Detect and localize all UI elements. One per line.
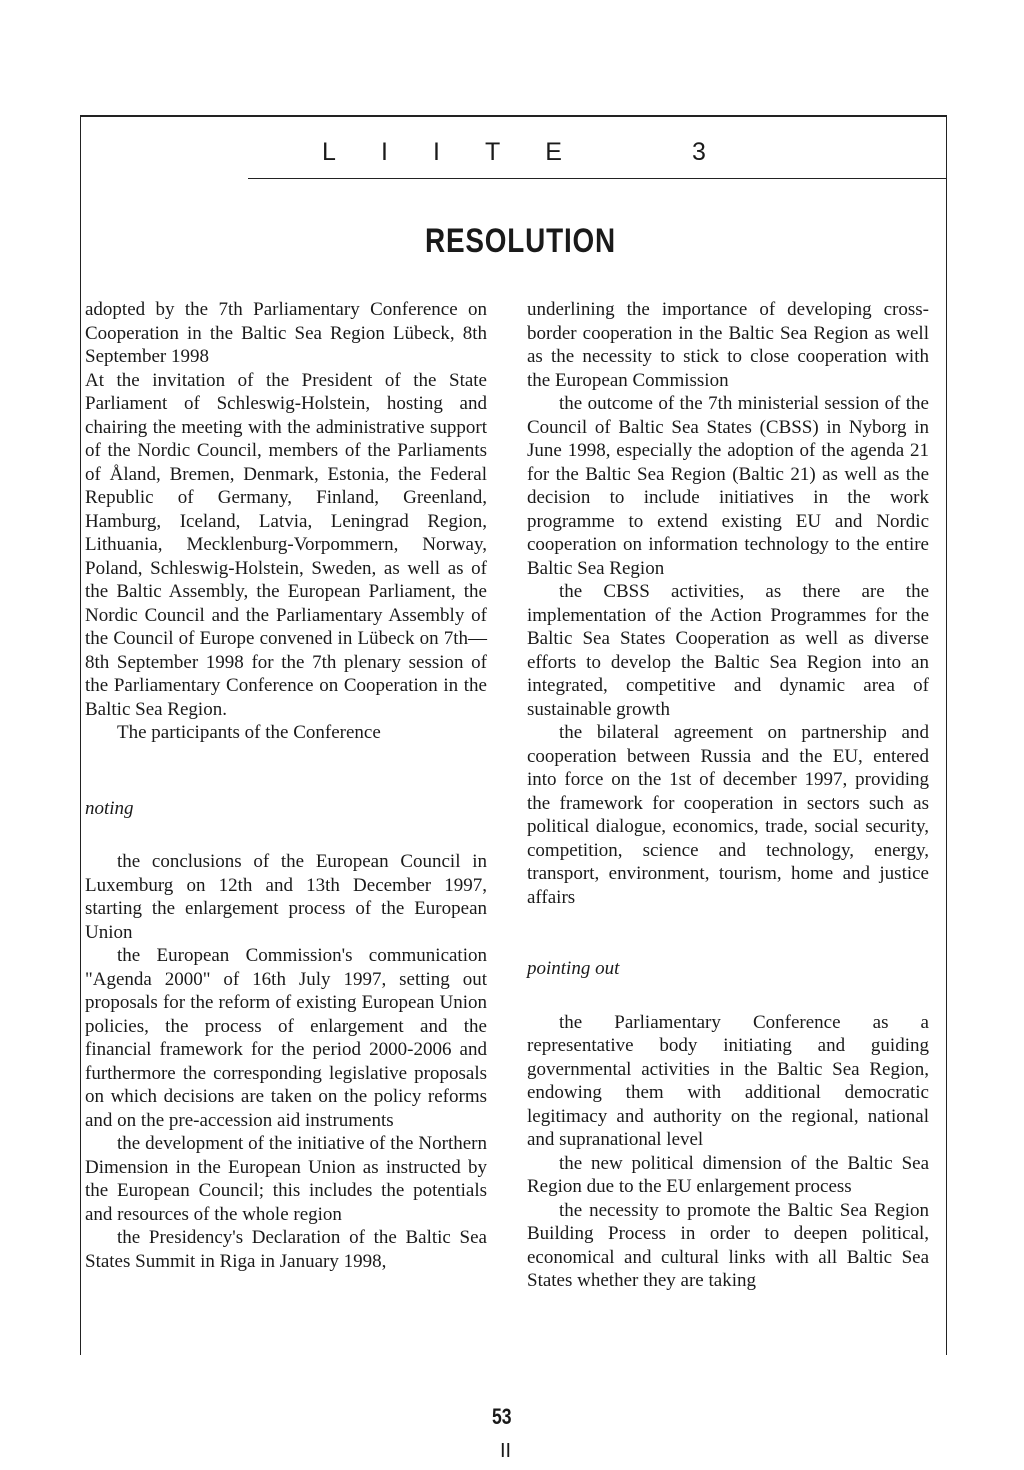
header-label <box>322 138 562 167</box>
list-item: the necessity to promote the Baltic Sea Region Building Process in order to deepen political, economical and cultural links with all Baltic Sea States whether they are taking <box>527 1199 929 1291</box>
list-item: the Presidency's Declaration of the Baltic Sea States Summit in Riga in January 1998, <box>85 1227 487 1272</box>
frame-right-border <box>946 115 947 1355</box>
noting-heading: noting <box>85 797 134 819</box>
header-number: 3 <box>692 138 706 166</box>
frame-left-border <box>80 115 81 1355</box>
list-item: underlining the importance of developing cross-border cooperation in the Baltic Sea Region as well as the necessity to stick to close cooperation with the European Commission <box>527 299 929 391</box>
header-letter: I <box>432 138 440 166</box>
list-item: the development of the initiative of the Northern Dimension in the European Union as instructed by the European Council; this includes the potentials and resources of the whole region <box>85 1133 487 1225</box>
pointing-out-heading: pointing out <box>527 958 620 979</box>
list-item: the outcome of the 7th ministerial session of the Council of Baltic Sea States (CBSS) in Nyborg in June 1998, especially the adoption of the agenda 21 for the Baltic Sea Region (Baltic 21) as well as the decision to include initiatives in the work programme to extend existing EU and Nordic cooperation on information technology to the entire Baltic Sea Region <box>527 393 929 579</box>
header-letter: I <box>380 138 388 166</box>
page-mark: II <box>500 1440 512 1462</box>
left-column <box>85 298 487 1273</box>
header-rule <box>248 178 946 179</box>
list-item: the conclusions of the European Council in Luxemburg on 12th and 13th December 1997, starting the enlargement process of the European Union <box>85 851 487 943</box>
right-column <box>527 298 929 1293</box>
list-item: the European Commission's communication "Agenda 2000" of 16th July 1997, setting out proposals for the reform of existing European Union policies, the process of enlargement and the financial framework for the period 2000-2006 and furthermore the corresponding legislative proposals on which decisions are taken on the policy reforms and on the pre-accession aid instruments <box>85 945 487 1131</box>
participants-line: The participants of the Conference <box>117 722 381 743</box>
header-letter: E <box>545 138 562 166</box>
list-item: the CBSS activities, as there are the implementation of the Action Programmes for the Baltic Sea States Cooperation as well as diverse efforts to develop the Baltic Sea Region into an integrated, competitive and dynamic area of sustainable growth <box>527 581 929 720</box>
list-item: the bilateral agreement on partnership and cooperation between Russia and the EU, entered into force on the 1st of december 1997, providing the framework for cooperation in sectors such as political dialogue, economics, trade, social security, competition, science and technology, energy, transport, environment, tourism, home and justice affairs <box>527 722 929 908</box>
list-item: the new political dimension of the Baltic Sea Region due to the EU enlargement process <box>527 1152 929 1197</box>
intro-paragraph: adopted by the 7th Parliamentary Conference on Cooperation in the Baltic Sea Region Lübeck, 8th September 1998 <box>85 299 487 367</box>
header-letter: T <box>484 138 501 166</box>
page-title: RESOLUTION <box>425 222 616 260</box>
page-number: 53 <box>492 1404 512 1429</box>
header-letter: L <box>322 138 336 166</box>
list-item: the Parliamentary Conference as a representative body initiating and guiding governmental activities in the Baltic Sea Region, endowing them with additional democratic legitimacy and authority on the regional, national and supranational level <box>527 1011 929 1150</box>
top-rule <box>80 115 947 117</box>
body-paragraph: At the invitation of the President of the State Parliament of Schleswig-Holstein, hosting and chairing the meeting with the administrative support of the Nordic Council, members of the Parliaments of Åland, Bremen, Denmark, Estonia, the Federal Republic of Germany, Finland, Greenland, Hamburg, Iceland, Latvia, Leningrad Region, Lithuania, Mecklenburg-Vorpommern, Norway, Poland, Schleswig-Holstein, Sweden, as well as of the Baltic Assembly, the European Parliament, the Nordic Council and the Parliamentary Assembly of the Council of Europe convened in Lübeck on 7th—8th September 1998 for the 7th plenary session of the Parliamentary Conference on Cooperation in the Baltic Sea Region. <box>85 369 487 720</box>
